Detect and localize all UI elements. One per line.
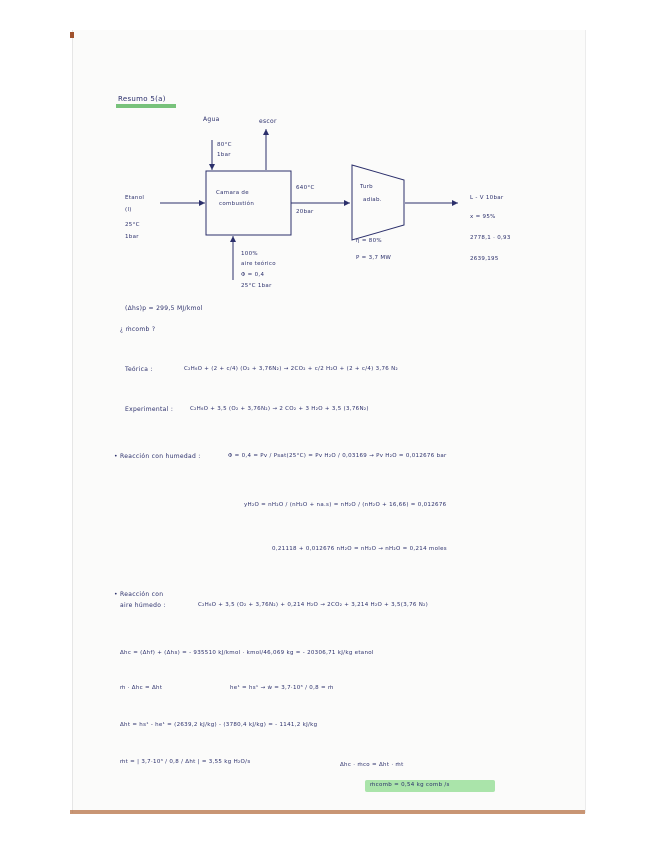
fuel-label-4: 1bar: [125, 234, 139, 240]
page-heading: Resumo 5(a): [118, 95, 166, 103]
theoretical-label: Teórica :: [125, 366, 153, 373]
combustion-enthalpy-equation: Δhc = (Δhf) + (Δhs) = - 935510 kJ/kmol · kmol/46,069 kg = - 20306,71 kJ/kg etanol: [120, 650, 374, 656]
chamber-label-2: combustión: [219, 201, 255, 207]
turbine-efficiency: η = 80%: [356, 238, 382, 244]
outlet-state-1: L - V 10bar: [470, 195, 504, 201]
energy-balance-equation: ṁ · Δhc = Δht: [120, 685, 163, 691]
sensible-enthalpy-line: (Δhs)p = 299,5 MJ/kmol: [125, 305, 203, 312]
humidity-reaction-label: • Reacción con humedad :: [114, 453, 201, 460]
enthalpy-equality: he¹ = hs¹ → ẇ = 3,7·10³ / 0,8 = ṁ: [230, 685, 334, 691]
air-label-4: 25°C 1bar: [241, 283, 272, 289]
humid-air-label-2: aire húmedo :: [120, 602, 166, 609]
turbine-label-2: adiab.: [363, 197, 382, 203]
combustion-balance: Δhc · ṁco = Δht · ṁt: [340, 762, 404, 768]
fuel-label-1: Etanol: [125, 195, 145, 201]
humid-air-label-1: • Reacción con: [114, 591, 164, 598]
turbine-enthalpy-change: Δht = hs¹ - he¹ = (2639,2 kJ/kg) - (3780,4 kJ/kg) = - 1141,2 kJ/kg: [120, 722, 318, 728]
heading-highlight: [116, 104, 176, 108]
experimental-label: Experimental :: [125, 406, 174, 413]
theoretical-equation: C₂H₆O + (2 + c/4) (O₂ + 3,76N₂) → 2CO₂ + c/2 H₂O + (2 + c/4) 3,76 N₂: [184, 366, 399, 372]
outlet-state-2: x = 95%: [470, 214, 496, 220]
humidity-equation: Φ = 0,4 = Pv / Psat(25°C) = Pv H₂O / 0,03169 → Pv H₂O = 0,012676 bar: [228, 453, 447, 459]
outlet-temp: 640°C: [296, 185, 315, 191]
turbine-power: P = 3,7 MW: [356, 255, 392, 261]
air-label-3: Φ = 0,4: [241, 272, 265, 278]
slag-label: escor: [259, 118, 277, 125]
outlet-state-3: 2778,1 · 0,93: [470, 235, 511, 241]
turbine-label-1: Turb: [360, 184, 373, 190]
experimental-equation: C₂H₆O + 3,5 (O₂ + 3,76N₂) → 2 CO₂ + 3 H₂O + 3,5 (3,76N₂): [190, 406, 369, 412]
water-pressure: 1bar: [217, 152, 231, 158]
fuel-flow-question: ¿ ṁcomb ?: [120, 326, 156, 333]
air-label-2: aire teórico: [241, 261, 276, 267]
moles-equation: 0,21118 + 0,012676 nH₂O = nH₂O → nH₂O = 0,214 moles: [272, 546, 447, 552]
humid-air-equation: C₂H₆O + 3,5 (O₂ + 3,76N₂) + 0,214 H₂O → 2CO₂ + 3,214 H₂O + 3,5(3,76 N₂): [198, 602, 429, 608]
fuel-label-3: 25°C: [125, 222, 140, 228]
water-label: Agua: [203, 116, 220, 123]
water-temp: 80°C: [217, 142, 232, 148]
fuel-label-2: (l): [125, 207, 132, 213]
final-result: ṁcomb = 0,54 kg comb /s: [370, 782, 450, 788]
mole-fraction-equation: yH₂O = nH₂O / (nH₂O + na.s) = nH₂O / (nH₂O + 16,66) = 0,012676: [244, 502, 447, 508]
outlet-pressure: 20bar: [296, 209, 314, 215]
mass-flow-turbine: ṁt = | 3,7·10³ / 0,8 / Δht | = 3,55 kg H₂O/s: [120, 759, 251, 765]
outlet-state-4: 2639,195: [470, 256, 499, 262]
chamber-label-1: Camara de: [216, 190, 249, 196]
air-label-1: 100%: [241, 251, 258, 257]
